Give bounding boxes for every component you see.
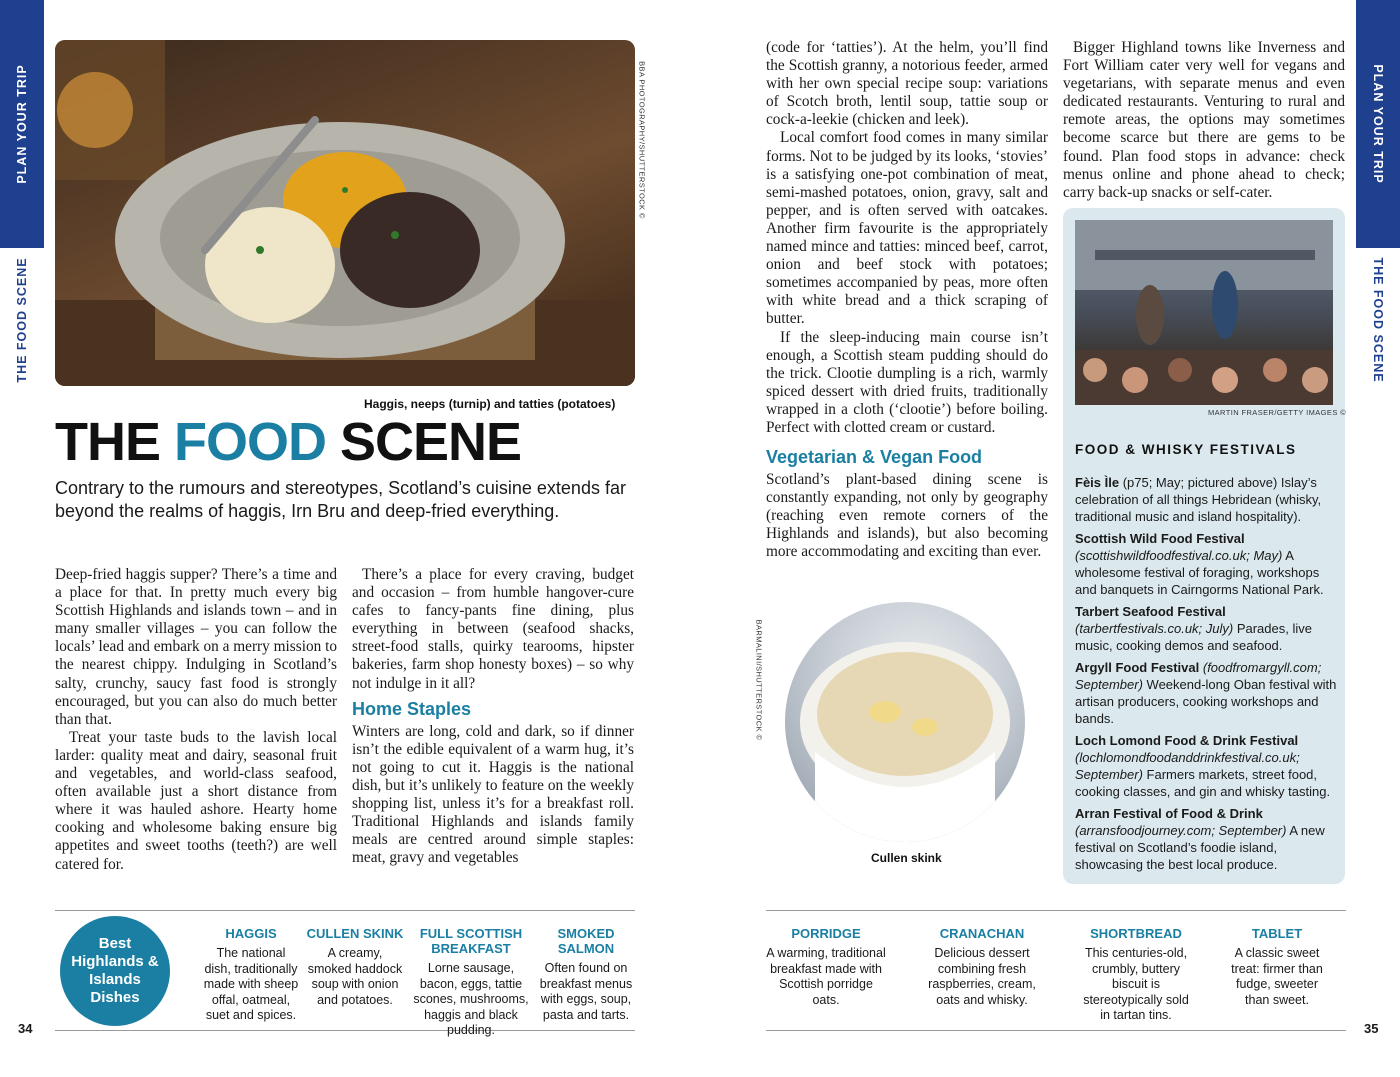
- festival-item: Argyll Food Festival (foodfromargyll.com; September) Weekend-long Oban festival with artisan producers, cooking workshops and bands.: [1075, 660, 1337, 726]
- dish-cullen-skink: CULLEN SKINK A creamy, smoked haddock soup with onion and potatoes.: [306, 926, 404, 1007]
- main-photo-credit: BBA PHOTOGRAPHY/SHUTTERSTOCK ©: [637, 61, 647, 219]
- soup-photo-credit: BARMALINI/SHUTTERSTOCK ©: [754, 619, 764, 741]
- col4-paragraph: Bigger Highland towns like Inverness and Fort William cater very well for vegans and vegetarians, with separate menus and even dedicated restaurants. Venturing to rural and remote areas, the options may sometimes become scarce but there are gems to be found. Plan food stops in advance: check menus online and phone ahead to check; carry back-up snacks or self-cater.: [1063, 39, 1345, 201]
- col3-paragraph: If the sleep-inducing main course isn’t enough, a Scottish steam pudding should do the trick. Clootie dumpling is a rich, warmly spiced dessert with dried fruits, traditionally wrapped in a cloth (‘clootie’) before boiling. Perfect with clotted cream or custard.: [766, 328, 1048, 436]
- bottom-rule-bottom-left: [55, 1030, 635, 1031]
- dish-smoked-salmon: SMOKED SALMON Often found on breakfast menus with eggs, soup, pasta and tarts.: [539, 926, 633, 1022]
- section-tab-label: PLAN YOUR TRIP: [15, 64, 29, 184]
- dish-tablet: TABLET A classic sweet treat: firmer than fudge, sweeter than sweet.: [1231, 926, 1323, 1007]
- dish-cranachan: CRANACHAN Delicious dessert combining fresh raspberries, cream, oats and whisky.: [928, 926, 1036, 1007]
- bottom-rule-bottom-right: [766, 1030, 1346, 1031]
- col3-paragraph: Local comfort food comes in many similar forms. Not to be judged by its looks, ‘stovies’ is a satisfying one-pot combination of meat, semi-mashed potatoes, onion, gravy, salt and pepper, and is often served with oatcakes. Another firm favourite is the appropriately named mince and tatties: minced beef, carrot, onion and beef stock with potatoes; sometimes accompanied by peas, more often with white bread and a thick scraping of butter.: [766, 129, 1048, 328]
- festival-photo-credit: MARTIN FRASER/GETTY IMAGES ©: [1208, 408, 1347, 417]
- col2-paragraph: There’s a place for every craving, budget and occasion – from humble hangover-cure cafes to fancy-pants fine dining, plus everything in between (seafood shacks, street-food stalls, quirky tearooms, hipster bakeries, farm shop honesty boxes) – so why not indulge in it all?: [352, 566, 634, 692]
- intro-text: Contrary to the rumours and stereotypes, Scotland’s cuisine extends far beyond the realms of haggis, Irn Bru and deep-fried everything.: [55, 478, 626, 521]
- section-tab-label-right: PLAN YOUR TRIP: [1371, 64, 1385, 184]
- chapter-tab-label: THE FOOD SCENE: [15, 257, 29, 383]
- col1-paragraph: Deep-fried haggis supper? There’s a time and a place for that. In pretty much every big Scottish Highlands and islands town – and in many smaller villages – you can follow the locals’ lead and embark on a merry mission to the nearest chippy. Indulging in Scotland’s salty, crunchy, saucy fast food is strongly encouraged, but you can also do much better than that.: [55, 566, 337, 728]
- dish-shortbread: SHORTBREAD This centuries-old, crumbly, buttery biscuit is stereotypically sold in tartan tins.: [1083, 926, 1189, 1022]
- column-1: [55, 566, 337, 874]
- title-accent: FOOD: [174, 412, 327, 472]
- section-tab[interactable]: [0, 0, 44, 248]
- col1-paragraph: Treat your taste buds to the lavish local larder: quality meat and dairy, seasonal fruit and vegetables, and world-class seafood, often available just a short distance from where it was hauled ashore. Hearty home cooking and wholesome baking ensure big appetites and sweet tooths (teeth?) are well catered for.: [55, 728, 337, 873]
- haggis-photo: [55, 40, 635, 386]
- main-photo-caption: Haggis, neeps (turnip) and tatties (potatoes): [364, 397, 616, 411]
- festivals-title: FOOD & WHISKY FESTIVALS: [1075, 442, 1297, 457]
- bottom-rule-top-right: [766, 910, 1346, 911]
- festival-item: Scottish Wild Food Festival (scottishwildfoodfestival.co.uk; May) A wholesome festival of foraging, workshops and banquets in Cairngorms National Park.: [1075, 531, 1324, 597]
- haggis-illustration: [55, 40, 635, 386]
- column-3: [766, 39, 1048, 562]
- festival-list: [1075, 474, 1337, 878]
- col2-paragraph: Winters are long, cold and dark, so if dinner isn’t the edible equivalent of a warm hug, it’s not going to cut it. Haggis is the national dish, but it’s unlikely to feature on the weekly shopping list, unless it’s for a breakfast roll. Traditional Highlands and islands family meals are centred around simple staples: meat, gravy and vegetables: [352, 722, 634, 867]
- heading-home-staples: Home Staples: [352, 698, 472, 719]
- dish-full-scottish-breakfast: FULL SCOTTISH BREAKFAST Lorne sausage, bacon, eggs, tattie scones, mushrooms, haggis and black pudding.: [413, 926, 529, 1037]
- page-number-left: 34: [18, 1021, 33, 1036]
- soup-illustration: [785, 602, 1025, 842]
- col3-paragraph: (code for ‘tatties’). At the helm, you’ll find the Scottish granny, a notorious feeder, armed with her own special recipe soup: variations of Scotch broth, lentil soup, tattie soup or cock-a-leekie (chicken and leek).: [766, 39, 1048, 129]
- bottom-rule-top-left: [55, 910, 635, 911]
- festival-item: Arran Festival of Food & Drink (arransfoodjourney.com; September) A new festival on Scotland’s foodie island, showcasing the best local produce.: [1075, 806, 1325, 872]
- dish-porridge: PORRIDGE A warming, traditional breakfast made with Scottish porridge oats.: [766, 926, 886, 1007]
- dish-haggis: HAGGIS The national dish, traditionally made with sheep offal, oatmeal, suet and spices.: [203, 926, 299, 1022]
- soup-photo-caption: Cullen skink: [871, 851, 942, 865]
- section-tab-right[interactable]: [1356, 0, 1400, 248]
- column-2: [352, 566, 634, 867]
- page-title: THE FOOD SCENE: [55, 412, 522, 472]
- best-dishes-badge: Best Highlands & Islands Dishes: [60, 916, 170, 1026]
- festival-item: Fèis Ìle (p75; May; pictured above) Islay’s celebration of all things Hebridean (whisky, traditional music and island hospitality).: [1075, 475, 1322, 524]
- heading-vegetarian-vegan: Vegetarian & Vegan Food: [766, 447, 983, 468]
- chapter-tab-label-right: THE FOOD SCENE: [1371, 257, 1385, 383]
- festival-photo: [1075, 220, 1333, 405]
- col3-paragraph: Scotland’s plant-based dining scene is constantly expanding, not only by geography (reaching even remote corners of the Highlands and islands), but also becoming more accommodating and exciting than ever.: [766, 471, 1048, 561]
- festival-item: Loch Lomond Food & Drink Festival (lochlomondfoodanddrinkfestival.co.uk; September) Farmers markets, street food, cooking classes, and gin and whisky tasting.: [1075, 733, 1331, 799]
- page-number-right: 35: [1364, 1021, 1379, 1036]
- column-4: [1063, 39, 1345, 202]
- cullen-skink-photo: [785, 602, 1025, 842]
- festival-illustration: [1075, 220, 1333, 405]
- festival-item: Tarbert Seafood Festival (tarbertfestivals.co.uk; July) Parades, live music, cooking demos and seafood.: [1075, 604, 1312, 653]
